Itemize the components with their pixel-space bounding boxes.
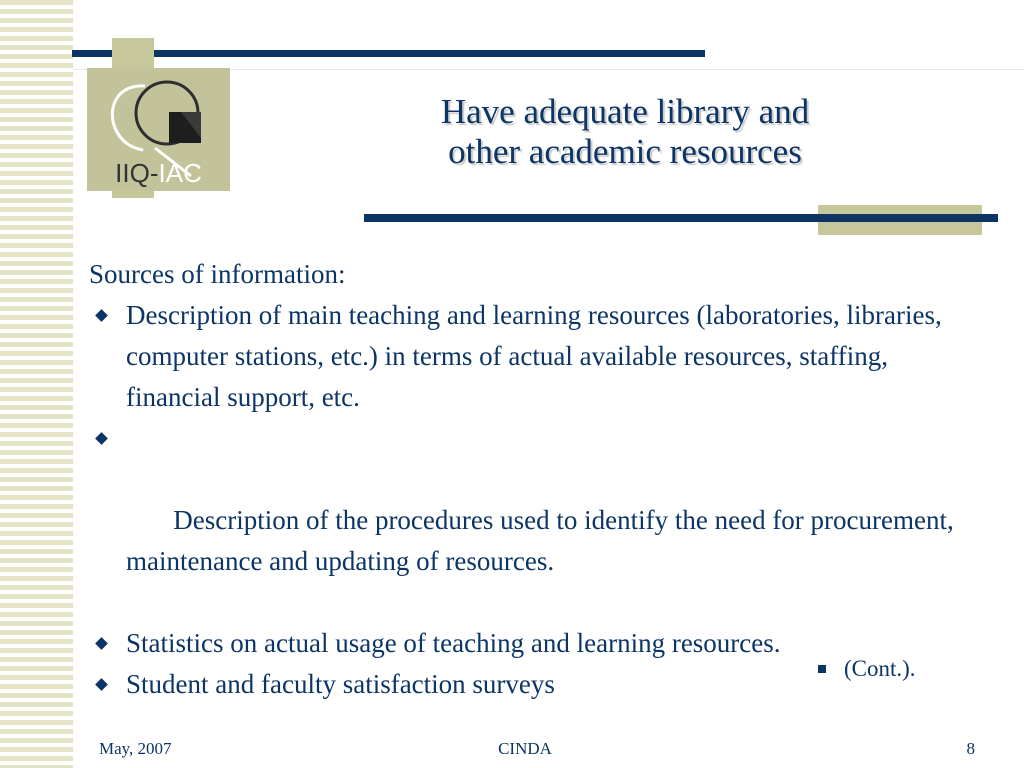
footer-date: May, 2007: [99, 739, 172, 758]
bottom-navy-bar: [364, 214, 998, 222]
title-line-2: other academic resources: [448, 132, 802, 171]
list-item-text: Student and faculty satisfaction surveys: [126, 669, 555, 699]
title-line-1: Have adequate library and: [440, 92, 810, 131]
slide-title: [330, 92, 920, 172]
slide-body: [89, 254, 989, 705]
left-stripe-decoration: [0, 0, 73, 768]
bullet-list: [89, 295, 989, 705]
list-item-text: Description of the procedures used to identify the need for procurement, maintenance and updating of resources.: [126, 505, 961, 576]
continued-text: (Cont.).: [844, 656, 916, 681]
list-item-text: Description of main teaching and learning resources (laboratories, libraries, computer stations, etc.) in terms of actual available resources, staffing, financial support, etc.: [126, 300, 942, 412]
list-item: [89, 418, 989, 623]
header-rule: [73, 0, 1024, 70]
logo-text-light: IIQ-: [115, 158, 159, 188]
logo-wordmark: [87, 160, 230, 186]
iiq-iac-logo: [87, 68, 230, 191]
square-bullet-icon: [818, 665, 826, 673]
sources-heading: Sources of information:: [89, 259, 346, 289]
top-navy-bar: [72, 50, 705, 57]
list-item: [89, 295, 989, 418]
diamond-bullet-icon: [95, 637, 108, 650]
continued-note: [818, 655, 916, 683]
logo-text-dark: IAC: [158, 158, 202, 188]
page-number: 8: [966, 739, 975, 758]
list-item-text: Statistics on actual usage of teaching and learning resources.: [126, 628, 781, 658]
diamond-bullet-icon: [95, 432, 108, 445]
diamond-bullet-icon: [95, 309, 108, 322]
footer-center-label: CINDA: [498, 739, 552, 758]
diamond-bullet-icon: [95, 678, 108, 691]
